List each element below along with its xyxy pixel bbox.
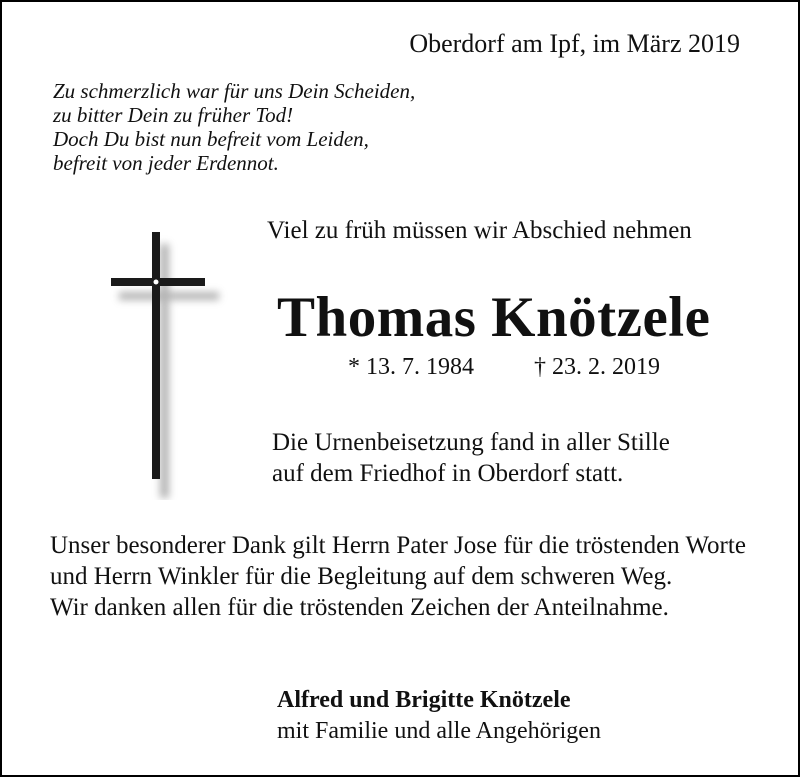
thanks-section xyxy=(50,530,770,623)
poem xyxy=(53,79,415,175)
cross-icon xyxy=(102,230,232,500)
burial-note xyxy=(272,427,670,489)
poem-line: Doch Du bist nun befreit vom Leiden, xyxy=(53,127,369,151)
birth-date: * 13. 7. 1984 xyxy=(348,354,474,380)
deceased-name: Thomas Knötzele xyxy=(277,286,711,349)
poem-line: zu bitter Dein zu früher Tod! xyxy=(53,103,294,127)
thanks-paragraph: Unser besonderer Dank gilt Herrn Pater Jose für die tröstenden Worte und Herrn Winkler für die Begleitung auf dem schweren Weg. xyxy=(50,532,746,590)
intro-text: Viel zu früh müssen wir Abschied nehmen xyxy=(267,217,692,244)
burial-line: Die Urnenbeisetzung fand in aller Stille xyxy=(272,429,670,456)
signer-family: mit Familie und alle Angehörigen xyxy=(277,718,601,744)
place-date: Oberdorf am Ipf, im März 2019 xyxy=(409,29,740,58)
thanks-paragraph: Wir danken allen für die tröstenden Zeichen der Anteilnahme. xyxy=(50,594,669,621)
poem-line: befreit von jeder Erdennot. xyxy=(53,151,279,175)
signer-names: Alfred und Brigitte Knötzele xyxy=(277,687,571,713)
poem-line: Zu schmerzlich war für uns Dein Scheiden, xyxy=(53,79,416,103)
burial-line: auf dem Friedhof in Oberdorf statt. xyxy=(272,460,624,487)
death-date: † 23. 2. 2019 xyxy=(534,354,660,380)
